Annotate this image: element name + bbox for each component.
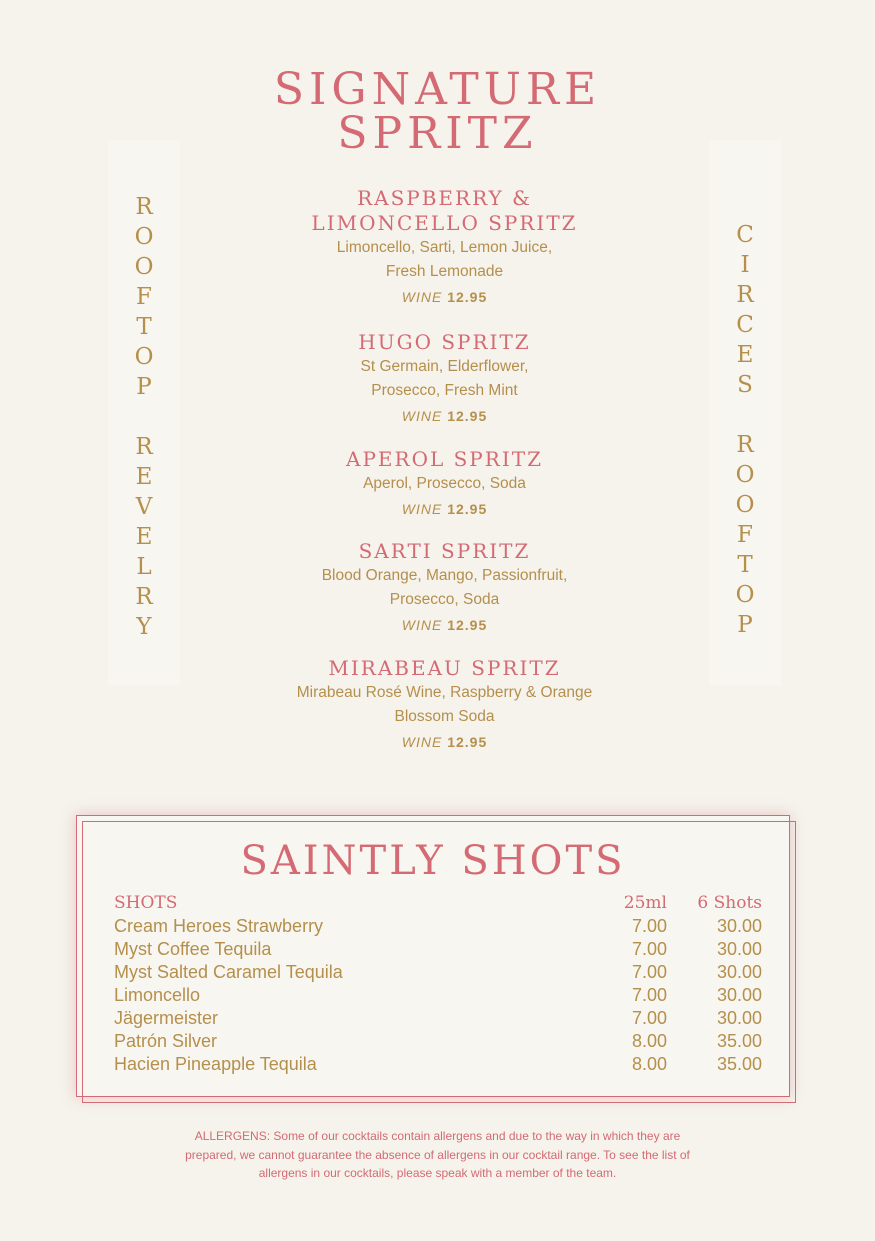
menu-item xyxy=(180,656,709,753)
banner-letter: C xyxy=(736,312,754,338)
menu-item xyxy=(180,539,709,636)
item-category: WINE xyxy=(401,734,443,750)
item-name: LIMONCELLO SPRITZ xyxy=(311,211,578,235)
item-description: Aperol, Prosecco, Soda xyxy=(363,475,526,492)
item-price-line xyxy=(180,614,709,636)
allergen-line-2: prepared, we cannot guarantee the absence of allergens in our cocktail range. To see the list of xyxy=(185,1147,690,1162)
shot-row xyxy=(114,938,762,961)
item-name: MIRABEAU SPRITZ xyxy=(328,656,561,680)
banner-letter: O xyxy=(134,224,154,250)
header-6-shots: 6 Shots xyxy=(697,893,762,913)
banner-letter: O xyxy=(134,344,154,370)
banner-letter: C xyxy=(736,222,754,248)
page-title xyxy=(0,64,875,159)
item-name: APEROL SPRITZ xyxy=(346,447,543,471)
shot-row xyxy=(114,961,762,984)
shot-price-6-shots: 30.00 xyxy=(716,939,762,959)
item-description: Blood Orange, Mango, Passionfruit, xyxy=(321,567,568,584)
shot-price-25ml: 8.00 xyxy=(631,1054,667,1074)
item-price-line xyxy=(180,498,709,520)
shot-name: Jägermeister xyxy=(114,1008,219,1028)
shots-header-row xyxy=(114,892,762,915)
banner-letter: O xyxy=(735,462,755,488)
shot-price-6-shots: 35.00 xyxy=(716,1054,762,1074)
item-description: Prosecco, Soda xyxy=(389,591,500,608)
item-description: Prosecco, Fresh Mint xyxy=(371,382,518,399)
shot-name: Myst Coffee Tequila xyxy=(114,939,272,959)
saintly-shots-panel xyxy=(76,815,790,1097)
shot-row xyxy=(114,1030,762,1053)
item-description: St Germain, Elderflower, xyxy=(360,358,529,375)
shot-price-6-shots: 30.00 xyxy=(716,1008,762,1028)
shot-price-25ml: 7.00 xyxy=(631,962,667,982)
banner-letter: R xyxy=(135,434,153,460)
item-category: WINE xyxy=(401,501,443,517)
banner-letter: T xyxy=(737,552,753,578)
item-price-line xyxy=(180,286,709,308)
banner-letter: R xyxy=(736,282,754,308)
banner-letter: V xyxy=(135,494,153,520)
banner-letter: F xyxy=(737,522,753,548)
item-name: HUGO SPRITZ xyxy=(358,330,531,354)
shot-row xyxy=(114,1007,762,1030)
banner-letter: L xyxy=(136,554,152,580)
menu-item xyxy=(180,186,709,308)
item-description: Mirabeau Rosé Wine, Raspberry & Orange xyxy=(296,684,593,701)
banner-letter: E xyxy=(736,342,754,368)
shot-name: Hacien Pineapple Tequila xyxy=(114,1054,317,1074)
shot-price-6-shots: 30.00 xyxy=(716,985,762,1005)
item-price: 12.95 xyxy=(447,408,488,424)
item-price-line xyxy=(180,405,709,427)
allergen-line-3: allergens in our cocktails, please speak with a member of the team. xyxy=(258,1166,617,1180)
item-description: Limoncello, Sarti, Lemon Juice, xyxy=(336,239,553,256)
shot-price-25ml: 8.00 xyxy=(631,1031,667,1051)
header-shots: SHOTS xyxy=(114,893,178,913)
shot-name: Limoncello xyxy=(114,985,201,1005)
banner-letter: O xyxy=(735,582,755,608)
banner-letter: R xyxy=(135,584,153,610)
item-name: RASPBERRY & xyxy=(357,186,532,210)
item-category: WINE xyxy=(401,617,443,633)
item-price: 12.95 xyxy=(447,289,488,305)
right-side-banner xyxy=(709,140,781,685)
title-line-2: SPRITZ xyxy=(337,108,538,159)
shot-row xyxy=(114,984,762,1007)
shot-price-25ml: 7.00 xyxy=(631,985,667,1005)
item-category: WINE xyxy=(401,289,443,305)
menu-item xyxy=(180,447,709,520)
banner-letter: O xyxy=(134,254,154,280)
allergen-line-1: ALLERGENS: Some of our cocktails contain allergens and due to the way in which they are xyxy=(194,1129,681,1143)
shot-price-25ml: 7.00 xyxy=(631,916,667,936)
shot-price-25ml: 7.00 xyxy=(631,939,667,959)
menu-item xyxy=(180,330,709,427)
shot-row xyxy=(114,1053,762,1076)
header-25ml: 25ml xyxy=(623,893,667,913)
item-category: WINE xyxy=(401,408,443,424)
banner-letter: O xyxy=(735,492,755,518)
item-price: 12.95 xyxy=(447,617,488,633)
banner-letter: S xyxy=(737,372,753,398)
banner-letter: R xyxy=(736,432,754,458)
shot-name: Cream Heroes Strawberry xyxy=(114,916,324,936)
banner-letter: I xyxy=(740,252,750,278)
shot-price-6-shots: 35.00 xyxy=(716,1031,762,1051)
shot-row xyxy=(114,915,762,938)
banner-letter: P xyxy=(136,374,152,400)
shot-name: Patrón Silver xyxy=(114,1031,218,1051)
title-line-1: SIGNATURE xyxy=(273,64,602,115)
shots-title: SAINTLY SHOTS xyxy=(240,838,626,884)
banner-letter: Y xyxy=(136,614,152,640)
banner-letter: P xyxy=(737,612,753,638)
allergen-notice xyxy=(140,1127,735,1183)
item-price: 12.95 xyxy=(447,734,488,750)
shot-price-6-shots: 30.00 xyxy=(716,962,762,982)
shot-price-6-shots: 30.00 xyxy=(716,916,762,936)
item-price: 12.95 xyxy=(447,501,488,517)
item-price-line xyxy=(180,731,709,753)
banner-letter: E xyxy=(135,524,153,550)
item-name: SARTI SPRITZ xyxy=(358,539,531,563)
banner-letter: R xyxy=(135,194,153,220)
item-description: Blossom Soda xyxy=(394,708,495,725)
shot-price-25ml: 7.00 xyxy=(631,1008,667,1028)
item-description: Fresh Lemonade xyxy=(385,263,504,280)
left-side-banner xyxy=(108,140,180,685)
shot-name: Myst Salted Caramel Tequila xyxy=(114,962,343,982)
banner-letter: T xyxy=(136,314,152,340)
spritz-list xyxy=(180,186,709,753)
banner-letter: F xyxy=(136,284,152,310)
shots-table xyxy=(114,892,762,1076)
banner-letter: E xyxy=(135,464,153,490)
